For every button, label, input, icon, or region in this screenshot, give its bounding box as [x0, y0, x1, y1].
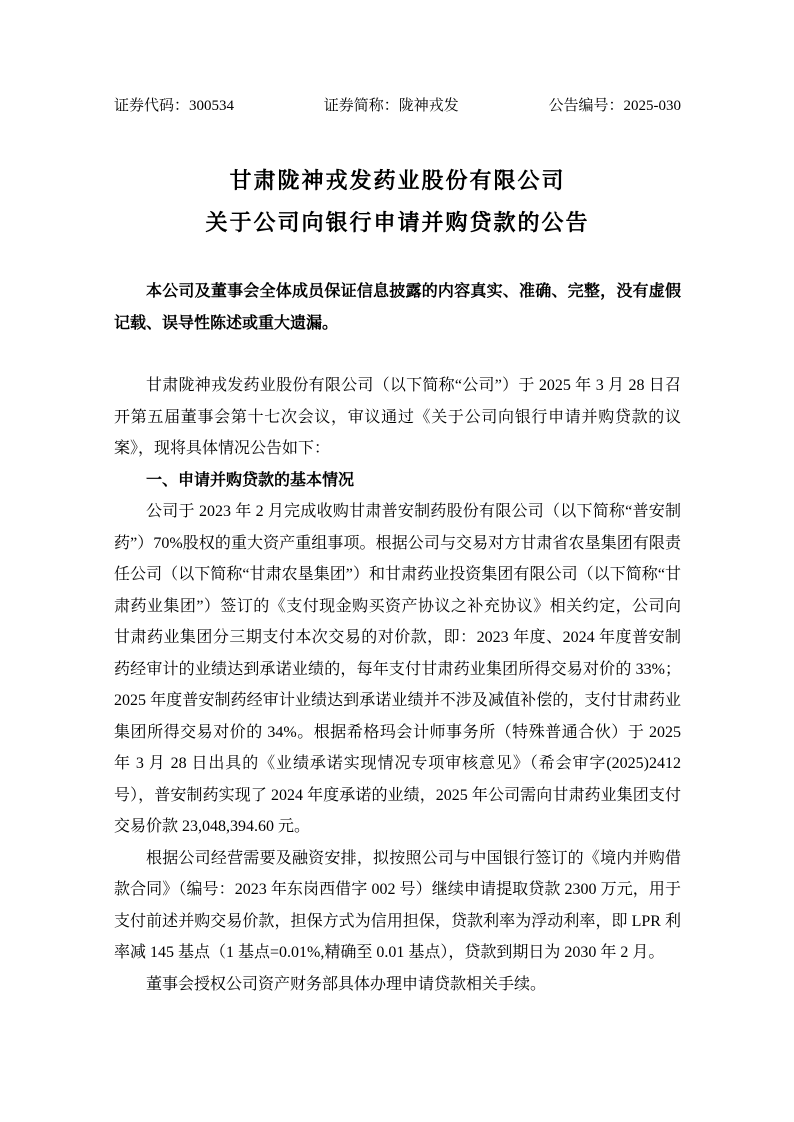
document-title [114, 160, 681, 244]
stock-name: 证券简称：陇神戎发 [323, 98, 459, 114]
stock-code: 证券代码：300534 [114, 98, 235, 114]
body-paragraph-acquisition-background: 公司于 2023 年 2 月完成收购甘肃普安制药股份有限公司（以下简称“普安制药”）70%股权的重大资产重组事项。根据公司与交易对方甘肃省农垦集团有限责任公司（以下简称“甘肃农垦集团”）和甘肃药业投资集团有限公司（以下简称“甘肃药业集团”）签订的《支付现金购买资产协议之补充协议》相关约定，公司向甘肃药业集团分三期支付本次交易的对价款，即：2023 年度、2024 年度普安制药经审计的业绩达到承诺业绩的，每年支付甘肃药业集团所得交易对价的 33%；2025 年度普安制药经审计业绩达到承诺业绩并不涉及减值补偿的，支付甘肃药业集团所得交易对价的 34%。根据希格玛会计师事务所（特殊普通合伙）于 2025 年 3 月 28 日出具的《业绩承诺实现情况专项审核意见》（希会审字(2025)2412 号），普安制药实现了 2024 年度承诺的业绩，2025 年公司需向甘肃药业集团支付交易价款 23,048,394.60 元。 [114, 503, 681, 835]
section-heading-basic-info: 一、申请并购贷款的基本情况 [146, 471, 355, 489]
title-subject: 关于公司向银行申请并购贷款的公告 [205, 210, 590, 235]
document-header [114, 96, 681, 116]
announcement-number: 公告编号：2025-030 [548, 98, 681, 114]
intro-paragraph: 甘肃陇神戎发药业股份有限公司（以下简称“公司”）于 2025 年 3 月 28 日召开第五届董事会第十七次会议，审议通过《关于公司向银行申请并购贷款的议案》，现将具体情况公告如下： [114, 377, 681, 457]
title-company-name: 甘肃陇神戎发药业股份有限公司 [229, 168, 566, 193]
body-paragraph-board-authorization: 董事会授权公司资产财务部具体办理申请贷款相关手续。 [146, 975, 547, 993]
declaration-paragraph: 本公司及董事会全体成员保证信息披露的内容真实、准确、完整，没有虚假记载、误导性陈述或重大遗漏。 [114, 283, 681, 332]
body-paragraph-loan-terms: 根据公司经营需要及融资安排，拟按照公司与中国银行签订的《境内并购借款合同》（编号：2023 年东岗西借字 002 号）继续申请提取贷款 2300 万元，用于支付前述并购交易价款，担保方式为信用担保，贷款利率为浮动利率，即 LPR 利率减 145 基点（1 基点=0.01%,精确至 0.01 基点），贷款到期日为 2030 年 2 月。 [114, 849, 681, 961]
